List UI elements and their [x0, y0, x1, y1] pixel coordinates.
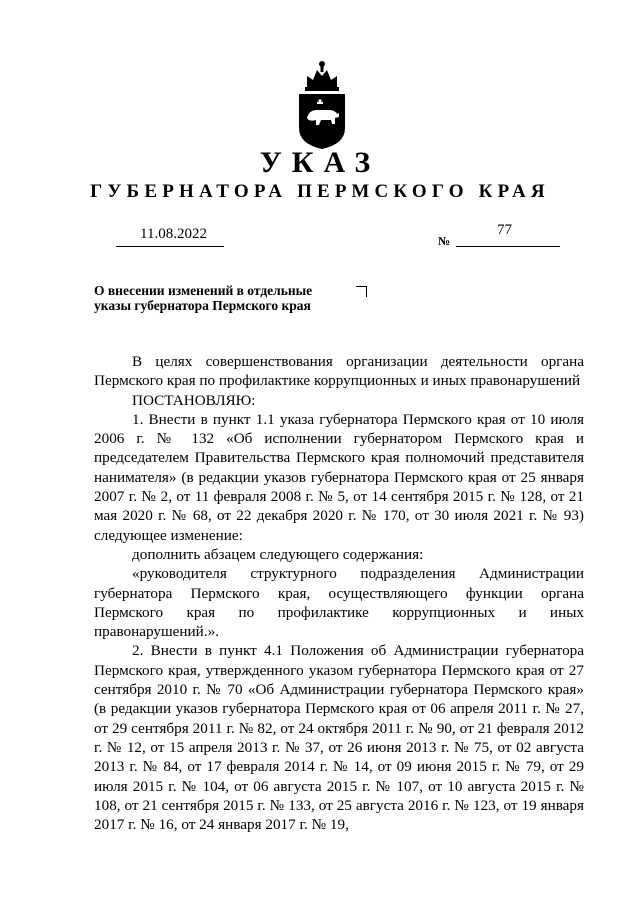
document-title: УКАЗ — [259, 146, 381, 179]
perm-krai-coat-of-arms-icon — [295, 58, 349, 150]
item-1-paragraph: 1. Внести в пункт 1.1 указа губернатора Пермского края от 10 июля 2006 г. № 132 «Об исполнении губернатором Пермского края и председателем Правительства Пермского края полномочий представителя нанимателя» (в редакции указов губернатора Пермского края от 25 января 2007 г. № 2, от 11 февраля 2008 г. № 5, от 14 сентября 2015 г. № 128, от 21 мая 2020 г. № 68, от 22 декабря 2020 г. № 170, от 30 июля 2021 г. № 93) следующее изменение: — [94, 410, 584, 544]
document-subject — [94, 283, 374, 313]
item-2-paragraph: 2. Внести в пункт 4.1 Положения об Администрации губернатора Пермского края, утвержденного указом губернатора Пермского края от 27 сентября 2010 г. № 70 «Об Администрации губернатора Пермского края» (в редакции указов губернатора Пермского края от 06 апреля 2011 г. № 27, от 29 сентября 2011 г. № 82, от 24 октября 2011 г. № 90, от 21 февраля 2012 г. № 12, от 15 апреля 2013 г. № 37, от 26 июня 2013 г. № 75, от 02 августа 2013 г. № 84, от 17 февраля 2014 г. № 14, от 09 июня 2015 г. № 79, от 29 июля 2015 г. № 104, от 06 августа 2015 г. № 107, от 10 августа 2015 г. № 108, от 21 сентября 2015 г. № 133, от 25 августа 2016 г. № 123, от 19 января 2017 г. № 16, от 24 января 2017 г. № 19, — [94, 642, 584, 834]
preamble-paragraph: В целях совершенствования организации деятельности органа Пермского края по профилактике коррупционных и иных правонарушений — [94, 353, 584, 390]
document-subtitle: ГУБЕРНАТОРА ПЕРМСКОГО КРАЯ — [90, 181, 550, 202]
document-body — [94, 352, 584, 834]
document-number: 77 — [497, 222, 512, 238]
number-underline — [456, 246, 560, 247]
resolution-heading: ПОСТАНОВЛЯЮ: — [132, 391, 256, 409]
date-underline — [116, 246, 224, 247]
subject-line-1: О внесении изменений в отдельные — [94, 283, 313, 298]
item-1-quote: «руководителя структурного подразделения Администрации губернатора Пермского края, осуществляющего функции органа Пермского края по профилактике коррупционных и иных правонарушений.». — [94, 565, 584, 641]
subject-line-2: указы губернатора Пермского края — [94, 298, 311, 313]
subject-corner-mark — [356, 286, 367, 297]
item-1-instruction: дополнить абзацем следующего содержания: — [132, 545, 424, 563]
document-date: 11.08.2022 — [140, 226, 207, 242]
number-sign: № — [438, 234, 451, 248]
